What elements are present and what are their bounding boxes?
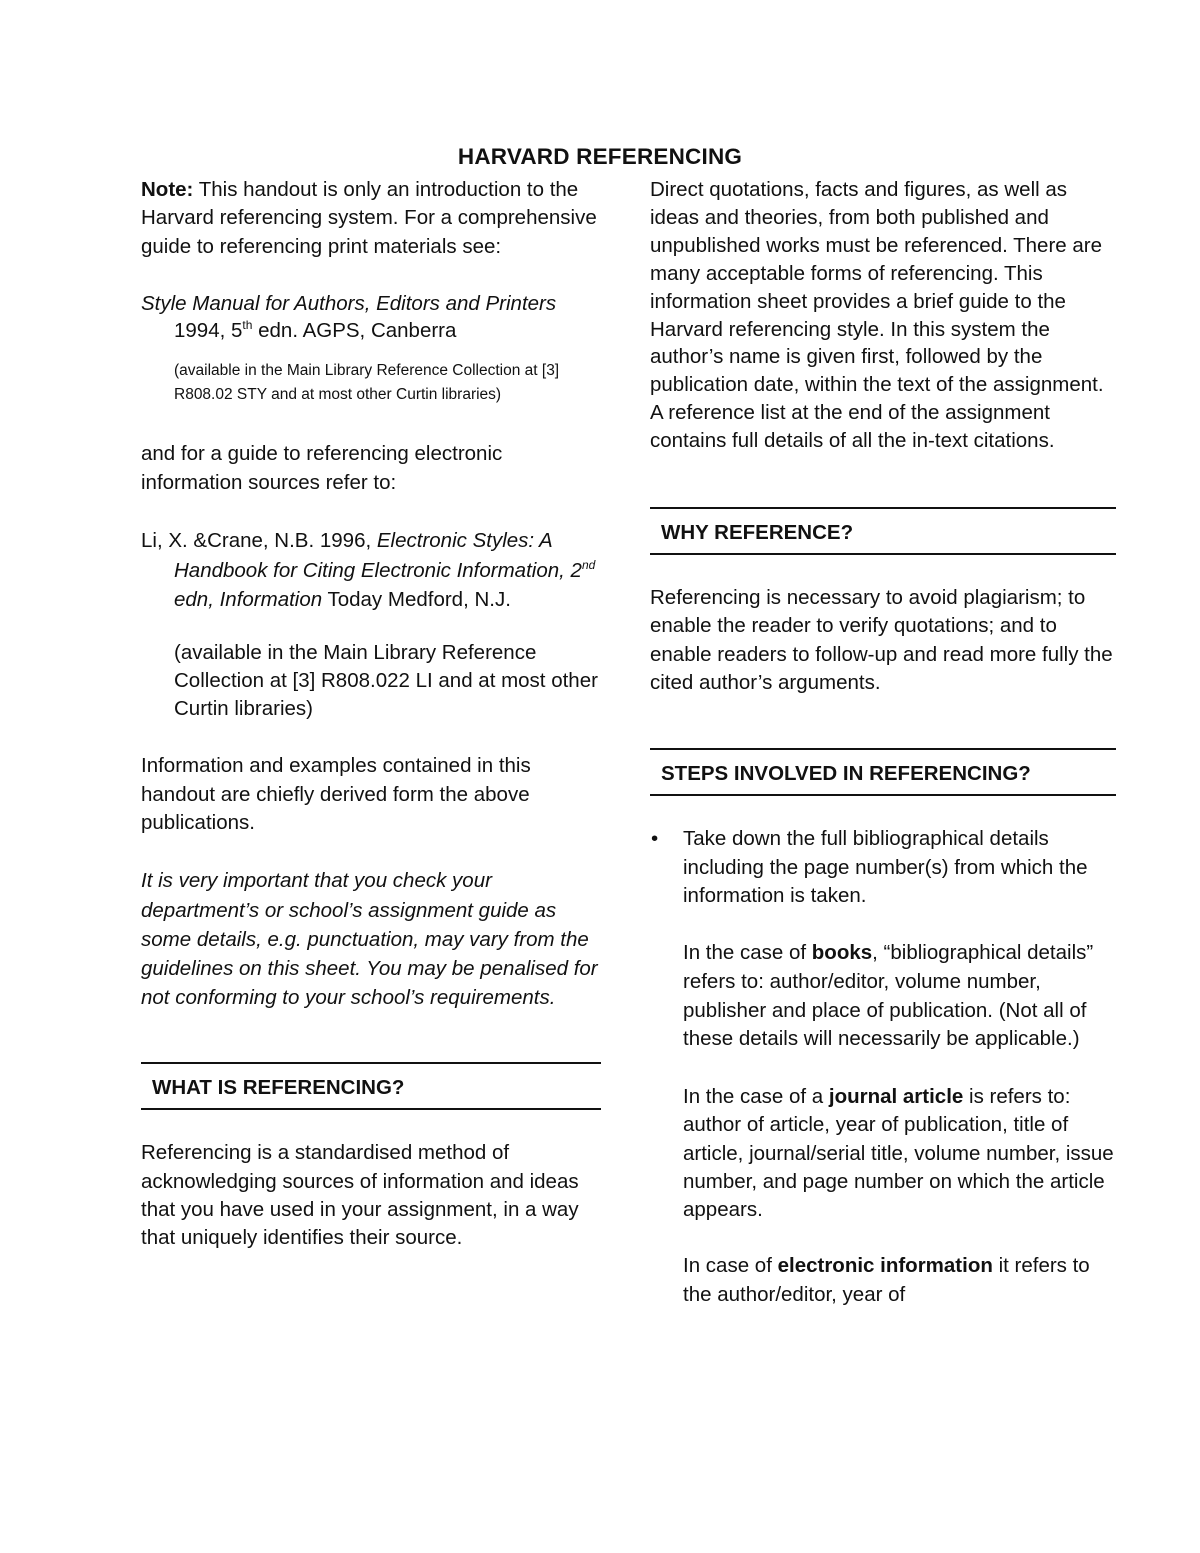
li-title-sup: nd: [581, 557, 596, 572]
note-label: Note:: [141, 178, 194, 201]
electronic-text-a: In case of: [683, 1254, 778, 1278]
what-is-referencing-text: Referencing is a standardised method of acknowledging sources of information and ideas that you have used in your assignment, in a way that uniquely identifies their source.: [141, 1141, 579, 1250]
journal-text-b: is refers to: author of article, year of publication, title of article, journal/serial title, volume number, issue number, and page number on which the article appears.: [683, 1084, 1114, 1222]
note-text: This handout is only an introduction to the Harvard referencing system. For a comprehensive guide to referencing print materials see:: [141, 178, 597, 258]
what-is-referencing-heading: WHAT IS REFERENCING?: [141, 1062, 601, 1110]
intro-paragraph: Direct quotations, facts and figures, as well as ideas and theories, from both published and unpublished works must be referenced. There are many acceptable forms of referencing. This information sheet provides a brief guide to the Harvard referencing style. In this system the author’s name is given first, followed by the publication date, within the text of the assignment. A reference list at the end of the assignment contains full details of all the in-text citations.: [650, 178, 1104, 453]
li-title-a: Electronic Styles: A Handbook for Citing Electronic Information, 2: [174, 529, 582, 582]
electronic-paragraph: [683, 1252, 1116, 1309]
style-manual-pub-year: 1994, 5: [174, 319, 243, 343]
books-paragraph: [683, 939, 1116, 1054]
journal-paragraph: [683, 1083, 1116, 1224]
derived-paragraph: Information and examples contained in this handout are chiefly derived form the above publications.: [141, 754, 531, 835]
steps-heading: STEPS INVOLVED IN REFERENCING?: [650, 748, 1116, 796]
important-paragraph: It is very important that you check your department’s or school’s assignment guide as some details, e.g. punctuation, may vary from the guidelines on this sheet. You may be penalised for not conforming to your school’s requirements.: [141, 869, 598, 1010]
books-text-a: In the case of: [683, 941, 812, 965]
left-column: [141, 176, 601, 1253]
li-publisher: Today Medford, N.J.: [322, 588, 511, 612]
books-text-b: , “bibliographical details” refers to: author/editor, volume number, publisher and place of publication. (Not all of these details will necessarily be applicable.): [683, 941, 1094, 1051]
li-availability: (available in the Main Library Reference Collection at [3] R808.022 LI and at most other Curtin libraries): [174, 640, 598, 721]
style-manual-title-text: Style Manual for Authors, Editors and Printers: [141, 291, 557, 315]
li-crane-reference: [141, 526, 601, 615]
style-manual-publication: [141, 317, 601, 345]
journal-text-a: In the case of a: [683, 1084, 829, 1108]
journal-bold: journal article: [828, 1084, 964, 1108]
style-manual-title: [141, 290, 601, 318]
bullet-text: Take down the full bibliographical details including the page number(s) from which the information is taken.: [683, 827, 1088, 907]
style-manual-pub-rest: edn. AGPS, Canberra: [252, 319, 457, 343]
right-column: [650, 176, 1116, 1309]
bullet-icon: •: [651, 827, 659, 851]
electronic-bold: electronic information: [777, 1254, 993, 1278]
style-manual-availability: (available in the Main Library Reference Collection at [3] R808.02 STY and at most other Curtin libraries): [174, 362, 560, 403]
books-bold: books: [811, 941, 873, 965]
style-manual-pub-sup: th: [242, 318, 253, 333]
why-reference-text: Referencing is necessary to avoid plagiarism; to enable the reader to verify quotations; and to enable readers to follow-up and read more fully the cited author’s arguments.: [650, 586, 1113, 694]
electronic-intro: and for a guide to referencing electronic information sources refer to:: [141, 442, 503, 494]
page-title: HARVARD REFERENCING: [457, 144, 743, 169]
li-title-b: edn, Information: [174, 588, 323, 612]
li-authors: Li, X. &Crane, N.B. 1996,: [141, 529, 377, 553]
electronic-text-b: it refers to the author/editor, year of: [683, 1254, 1090, 1306]
note-paragraph: [141, 176, 601, 261]
steps-bullet-item: [650, 825, 1116, 1309]
why-reference-heading: WHY REFERENCE?: [650, 507, 1116, 555]
